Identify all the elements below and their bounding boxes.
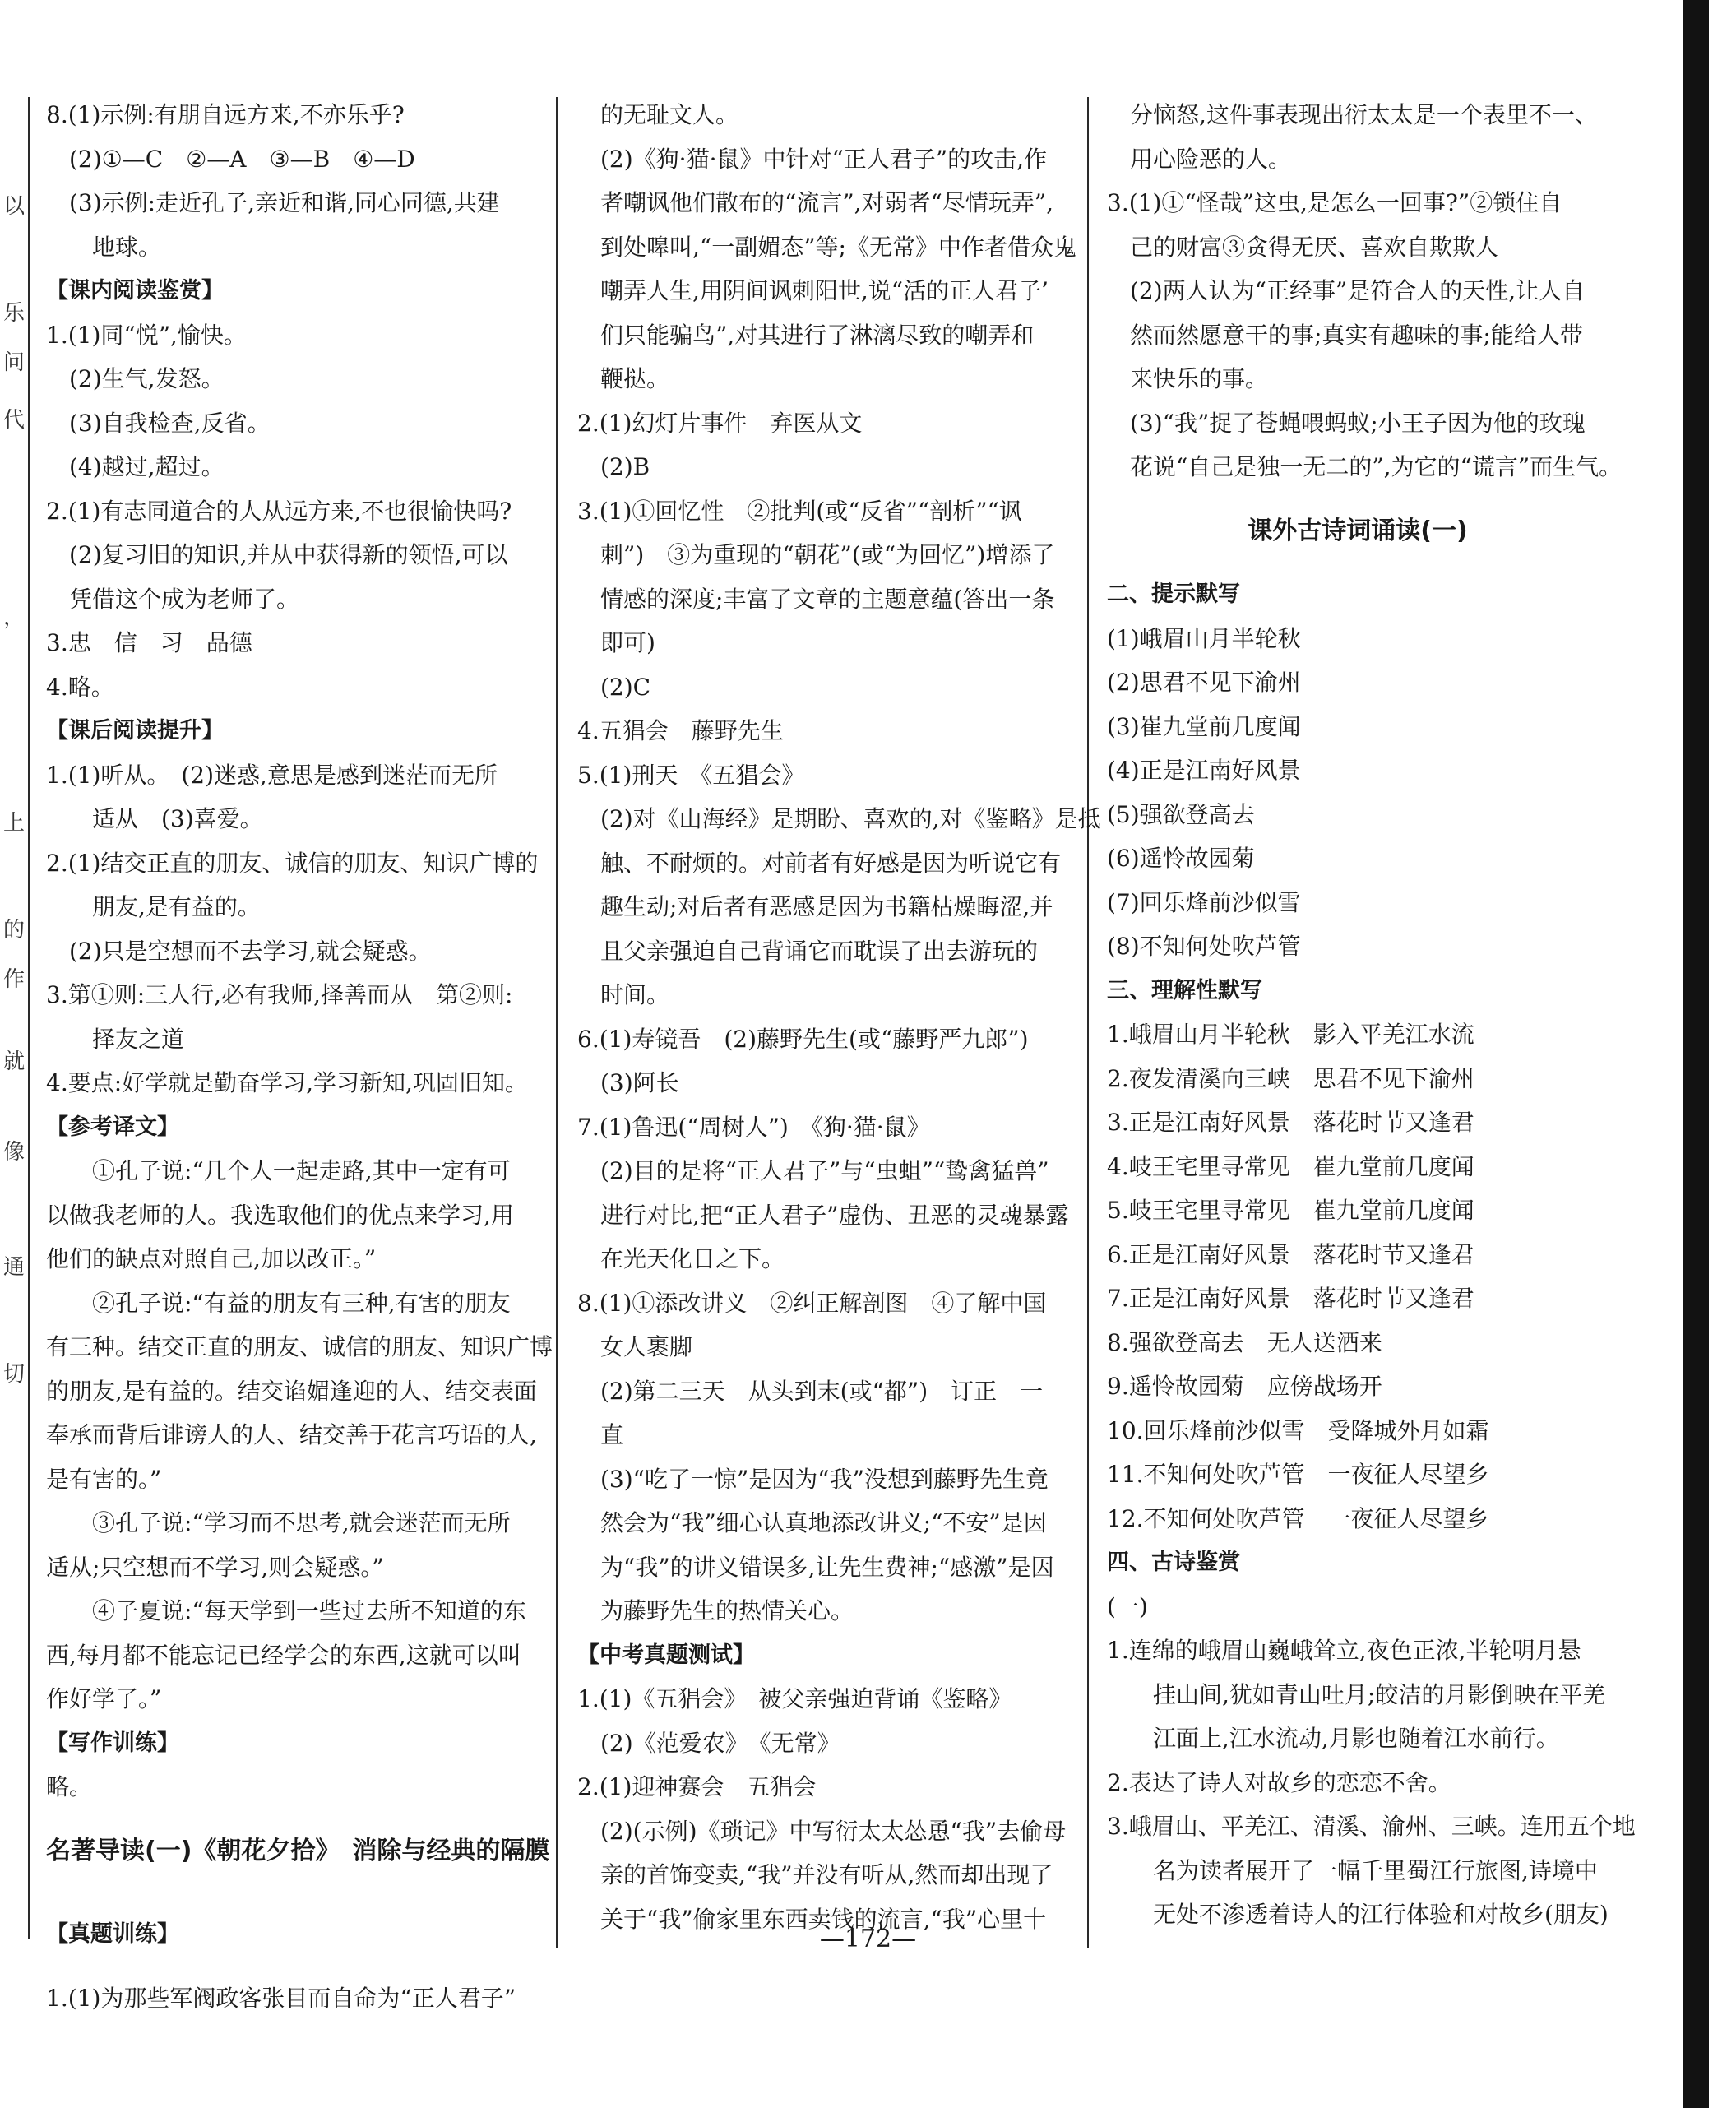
left-edge-cut-text [0,99,26,1974]
answer-line: 3.第①则:三人行,必有我师,择善而从 第②则: [46,981,513,1008]
section-heading: 【课内阅读鉴赏】 [46,278,224,303]
answer-line: (2)(示例)《琐记》中写衍太太怂恿“我”去偷母 [600,1817,1067,1845]
answer-line: 无处不渗透着诗人的江行体验和对故乡(朋友) [1153,1901,1609,1928]
edge-char: 上 [3,811,25,836]
answer-line: 2.表达了诗人对故乡的恋恋不舍。 [1107,1768,1451,1796]
answer-line: 的朋友,是有益的。结交谄媚逢迎的人、结交表面 [46,1377,537,1405]
answer-line: (2)生气,发怒。 [69,365,225,392]
answer-line: (4)正是江南好风景 [1107,757,1301,784]
answer-line: 在光天化日之下。 [600,1245,785,1272]
edge-char: 通 [3,1255,25,1280]
answer-line: 直 [600,1421,624,1448]
answer-line: (4)越过,超过。 [69,453,225,480]
edge-char: 像 [3,1140,25,1165]
edge-char: 以 [3,194,25,219]
answer-line: 他们的缺点对照自己,加以改正。” [46,1245,377,1272]
answer-line: 8.(1)示例:有朋自远方来,不亦乐乎? [46,101,405,128]
answer-line: 女人裹脚 [600,1333,693,1360]
edge-char: 就 [3,1049,25,1074]
answer-line: 2.(1)有志同道合的人从远方来,不也很愉快吗? [46,497,512,525]
answer-line: 花说“自己是独一无二的”,为它的“谎言”而生气。 [1130,453,1623,480]
answer-line: 情感的深度;丰富了文章的主题意蕴(答出一条 [600,585,1055,613]
edge-char: 的 [3,918,25,943]
answer-line: (7)回乐烽前沙似雪 [1107,888,1301,916]
answer-line: (2)两人认为“正经事”是符合人的天性,让人自 [1130,277,1586,304]
answer-line: (2)B [600,453,650,480]
answer-line: 3.峨眉山、平羌江、清溪、渝州、三峡。连用五个地 [1107,1813,1636,1840]
answer-line: (2)只是空想而不去学习,就会疑惑。 [69,937,432,965]
answer-line: (2)思君不见下渝州 [1107,669,1301,696]
answer-line: 10.回乐烽前沙似雪 受降城外月如霜 [1107,1416,1489,1444]
edge-char: 代 [3,408,25,433]
answer-line: (2)第二三天 从头到末(或“都”) 订正 一 [600,1377,1044,1405]
answer-line: 3.正是江南好风景 落花时节又逢君 [1107,1109,1474,1136]
edge-char: 乐 [3,301,25,326]
edge-char: 切 [3,1362,25,1387]
answer-line: 7.正是江南好风景 落花时节又逢君 [1107,1285,1474,1312]
answer-line: 亲的首饰变卖,“我”并没有听从,然而却出现了 [600,1861,1053,1888]
answer-line: 朋友,是有益的。 [92,893,261,920]
answer-line: (2)《范爱农》 《无常》 [600,1729,840,1757]
answer-line: 9.遥怜故园菊 应傍战场开 [1107,1373,1382,1400]
answer-line: (2)对《山海经》是期盼、喜欢的,对《鉴略》是抵 [600,805,1101,832]
section-heading: 【中考真题测试】 [577,1642,755,1668]
answer-line: (3)示例:走近孔子,亲近和谐,同心同德,共建 [69,189,500,216]
section-title: 课外古诗词诵读(一) [1248,516,1468,545]
answer-line: 4.岐王宅里寻常见 崔九堂前几度闻 [1107,1152,1474,1180]
answer-line: 嘲弄人生,用阴间讽刺阳世,说“活的正人君子’ [600,277,1049,304]
edge-char: ， [3,605,25,630]
answer-line: 4.要点:好学就是勤奋学习,学习新知,巩固旧知。 [46,1069,528,1096]
column-rule-left [28,97,30,1939]
answer-line: 们只能骗鸟”,对其进行了淋漓尽致的嘲弄和 [600,321,1035,349]
answer-line: ③孔子说:“学习而不思考,就会迷茫而无所 [92,1509,511,1536]
edge-char: 作 [3,967,25,992]
answer-line: 即可) [600,629,655,656]
answer-line: ②孔子说:“有益的朋友有三种,有害的朋友 [92,1289,511,1317]
answer-line: 8.强欲登高去 无人送酒来 [1107,1328,1382,1356]
answer-line: 略。 [46,1773,93,1800]
answer-line: (2)①—C ②—A ③—B ④—D [69,145,415,173]
answer-line: 时间。 [600,981,670,1008]
answer-line: 是有害的。” [46,1465,162,1493]
section-heading: 【写作训练】 [46,1730,179,1756]
section-heading: 四、古诗鉴赏 [1107,1550,1240,1575]
column-rule-1 [556,97,558,1948]
answer-line: 1.(1)为那些军阀政客张目而自命为“正人君子” [46,1984,516,2012]
answer-line: 12.不知何处吹芦管 一夜征人尽望乡 [1107,1504,1489,1532]
answer-line: 3.(1)①回忆性 ②批判(或“反省”“剖析”“讽 [577,497,1022,525]
answer-line: 3.忠 信 习 品德 [46,629,252,656]
answer-line: 2.(1)幻灯片事件 弃医从文 [577,409,863,437]
answer-line: 1.连绵的峨眉山巍峨耸立,夜色正浓,半轮明月悬 [1107,1637,1581,1664]
answer-line: 1.(1)同“悦”,愉快。 [46,321,247,349]
answer-line: 凭借这个成为老师了。 [69,585,300,613]
answer-line: 分恼怒,这件事表现出衍太太是一个表里不一、 [1130,101,1598,128]
answer-line: 然而然愿意干的事;真实有趣味的事;能给人带 [1130,321,1583,349]
section-title: 名著导读(一)《朝花夕拾》 消除与经典的隔膜 [46,1836,550,1865]
answer-line: 挂山间,犹如青山吐月;皎洁的月影倒映在平羌 [1153,1680,1606,1708]
section-heading: 三、理解性默写 [1107,977,1262,1003]
answer-line: (3)阿长 [600,1069,679,1096]
answer-line: (3)“吃了一惊”是因为“我”没想到藤野先生竟 [600,1465,1049,1493]
answer-line: (3)“我”捉了苍蝇喂蚂蚁;小王子因为他的玫瑰 [1130,409,1586,437]
answer-line: 1.(1)听从。 (2)迷惑,意思是感到迷茫而无所 [46,761,498,789]
answer-line: (2)目的是将“正人君子”与“虫蛆”“鸷禽猛兽” [600,1157,1049,1184]
answer-line: 5.岐王宅里寻常见 崔九堂前几度闻 [1107,1197,1474,1224]
answer-line: 11.不知何处吹芦管 一夜征人尽望乡 [1107,1461,1489,1488]
answer-line: (5)强欲登高去 [1107,800,1255,828]
answer-line: 然会为“我”细心认真地添改讲义;“不安”是因 [600,1509,1047,1536]
section-heading: 【参考译文】 [46,1114,179,1140]
answer-line: 3.(1)①“怪哉”这虫,是怎么一回事?”②锁住自 [1107,189,1562,216]
answer-line: 7.(1)鲁迅(“周树人”) 《狗·猫·鼠》 [577,1113,930,1141]
answer-line: 奉承而背后诽谤人的人、结交善于花言巧语的人, [46,1421,537,1448]
answer-line: 2.(1)结交正直的朋友、诚信的朋友、知识广博的 [46,849,539,877]
answer-line: 为藤野先生的热情关心。 [600,1597,854,1624]
answer-line: 来快乐的事。 [1130,365,1269,392]
section-heading: 二、提示默写 [1107,581,1240,607]
answer-line: (3)自我检查,反省。 [69,409,271,437]
answer-line: 地球。 [92,233,162,261]
answer-line: 6.(1)寿镜吾 (2)藤野先生(或“藤野严九郎”) [577,1025,1029,1053]
answer-line: (8)不知何处吹芦管 [1107,933,1301,960]
answer-line: 作好学了。” [46,1685,162,1712]
answer-line: 到处嗥叫,“一副媚态”等;《无常》中作者借众鬼 [600,233,1076,261]
answer-line: (2)《狗·猫·鼠》中针对“正人君子”的攻击,作 [600,145,1047,173]
answer-line: 触、不耐烦的。对前者有好感是因为听说它有 [600,849,1062,877]
answer-line: 用心险恶的人。 [1130,145,1292,173]
answer-line: 适从;只空想而不学习,则会疑惑。” [46,1553,384,1581]
answer-line: 1.(1)《五猖会》 被父亲强迫背诵《鉴略》 [577,1685,1012,1712]
scan-edge-bar [1683,0,1709,2108]
answer-line: 适从 (3)喜爱。 [92,805,263,832]
answer-line: 进行对比,把“正人君子”虚伪、丑恶的灵魂暴露 [600,1201,1069,1229]
answer-line: 鞭挞。 [600,365,670,392]
answer-line: (一) [1107,1592,1148,1620]
answer-line: 4.五猖会 藤野先生 [577,717,784,744]
answer-line: (6)遥怜故园菊 [1107,845,1255,872]
column-rule-2 [1087,97,1089,1948]
answer-line: (1)峨眉山月半轮秋 [1107,624,1301,652]
answer-line: 趣生动;对后者有恶感是因为书籍枯燥晦涩,并 [600,893,1053,920]
answer-line: 西,每月都不能忘记已经学会的东西,这就可以叫 [46,1641,521,1669]
answer-line: 1.峨眉山月半轮秋 影入平羌江水流 [1107,1021,1474,1048]
answer-line: (2)复习旧的知识,并从中获得新的领悟,可以 [69,541,508,568]
answer-line: 4.略。 [46,673,114,701]
answer-line: 2.夜发清溪向三峡 思君不见下渝州 [1107,1064,1474,1092]
answer-line: ④子夏说:“每天学到一些过去所不知道的东 [92,1597,526,1624]
answer-line: 8.(1)①添改讲义 ②纠正解剖图 ④了解中国 [577,1289,1047,1317]
answer-line: 为“我”的讲义错误多,让先生费神;“感激”是因 [600,1553,1054,1581]
answer-line: 以做我老师的人。我选取他们的优点来学习,用 [46,1201,514,1229]
section-heading: 【课后阅读提升】 [46,718,224,744]
answer-line: 有三种。结交正直的朋友、诚信的朋友、知识广博 [46,1333,553,1360]
answer-line: 择友之道 [92,1025,185,1053]
answer-line: 2.(1)迎神赛会 五猖会 [577,1773,817,1800]
page-number: —172— [819,1925,917,1953]
answer-line: 且父亲强迫自己背诵它而耽误了出去游玩的 [600,937,1039,965]
answer-line: 己的财富③贪得无厌、喜欢自欺欺人 [1130,233,1499,261]
answer-line: 名为读者展开了一幅千里蜀江行旅图,诗境中 [1153,1856,1598,1884]
answer-line: 6.正是江南好风景 落花时节又逢君 [1107,1240,1474,1268]
answer-line: 的无耻文人。 [600,101,739,128]
answer-line: 刺”) ③为重现的“朝花”(或“为回忆”)增添了 [600,541,1055,568]
section-heading: 【真题训练】 [46,1921,179,1947]
answer-line: 者嘲讽他们散布的“流言”,对弱者“尽情玩弄”, [600,189,1054,216]
answer-line: (3)崔九堂前几度闻 [1107,712,1301,740]
answer-line: ①孔子说:“几个人一起走路,其中一定有可 [92,1157,511,1184]
answer-line: 关于“我”偷家里东西卖钱的流言,“我”心里十 [600,1905,1047,1933]
answer-line: 江面上,江水流动,月影也随着江水前行。 [1153,1725,1559,1752]
answer-line: (2)C [600,673,651,701]
edge-char: 问 [3,350,25,375]
answer-line: 5.(1)刑天 《五猖会》 [577,761,805,789]
